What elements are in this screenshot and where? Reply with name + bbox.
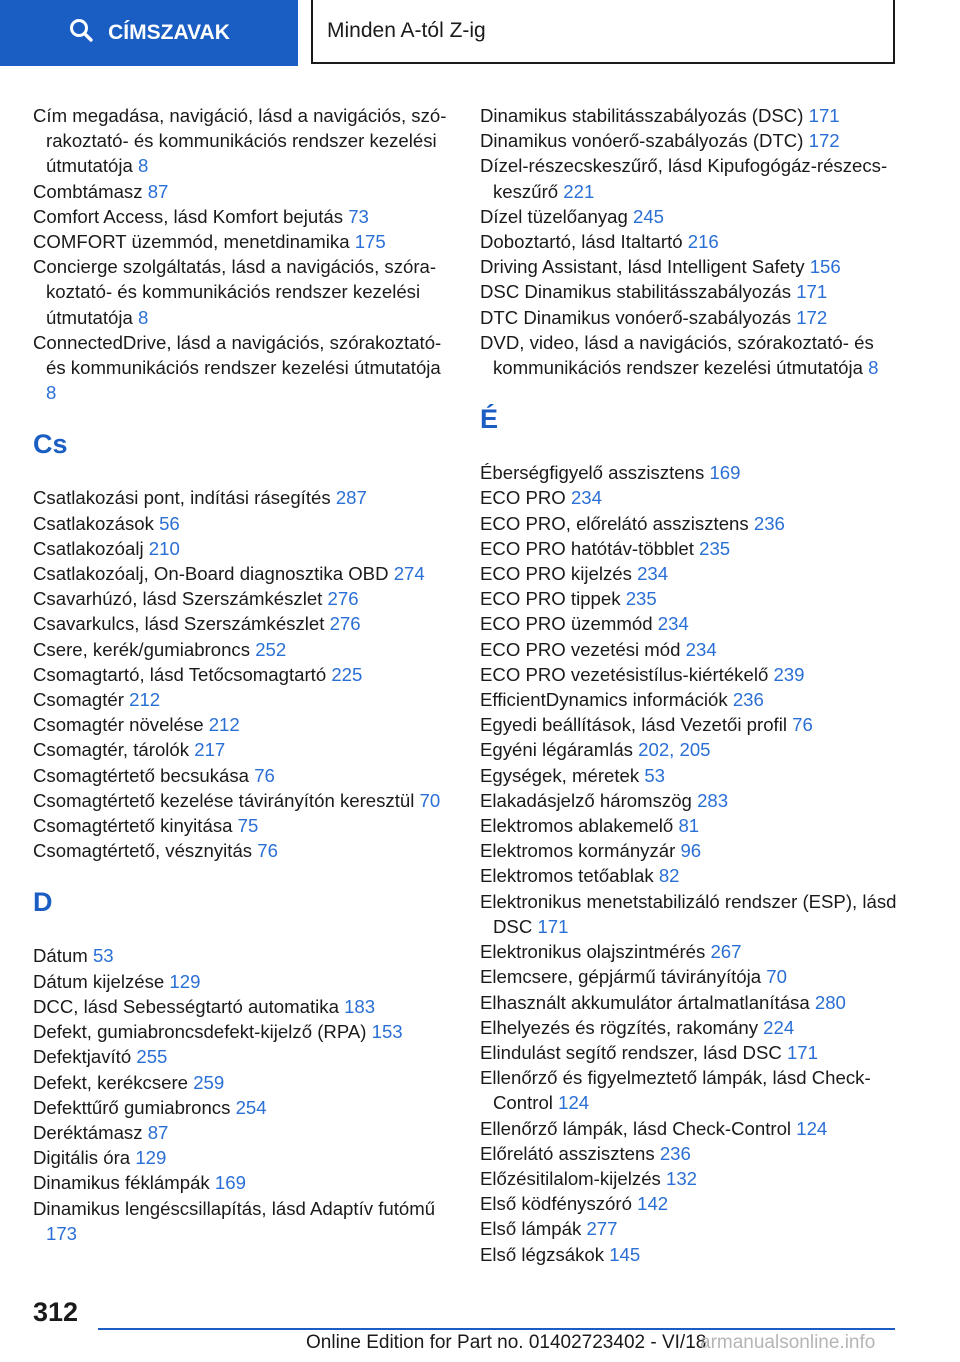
page-reference-link[interactable]: 234 <box>657 613 689 635</box>
index-entry-text: Doboztartó, lásd Italtartó <box>480 231 683 253</box>
page-reference-link[interactable]: 236 <box>753 512 785 534</box>
index-entry <box>480 662 920 687</box>
index-entry <box>33 637 453 662</box>
index-entry-text: Elindulást segítő rendszer, lásd DSC <box>480 1041 782 1063</box>
page-reference-link[interactable]: 236 <box>732 689 764 711</box>
index-entry-text: DSC Dinamikus stabilitásszabályozás <box>480 281 792 303</box>
section-letter-heading: Cs <box>33 429 68 460</box>
index-entry <box>33 1095 453 1120</box>
index-entry-text: Csomagtartó, lásd Tetőcsomagtartó <box>33 663 327 685</box>
page-reference-link[interactable]: 171 <box>796 281 828 303</box>
index-entry-text: Csatlakozási pont, indítási rásegítés <box>33 487 331 509</box>
index-entry <box>33 179 453 204</box>
index-entry <box>480 964 920 989</box>
index-entry-text: ECO PRO vezetési mód <box>480 638 681 660</box>
index-entry-text: Egységek, méretek <box>480 764 640 786</box>
page-reference-link[interactable]: 73 <box>348 205 369 227</box>
page-reference-link[interactable]: 142 <box>637 1193 669 1215</box>
page-reference-link[interactable]: 276 <box>329 613 361 635</box>
keywords-tab[interactable] <box>0 0 298 66</box>
index-entry-text: Elhelyezés és rögzítés, rakomány <box>480 1016 758 1038</box>
index-entry-text: Csomagtértető, vésznyitás <box>33 840 253 862</box>
index-entry <box>480 305 920 330</box>
page-reference-link[interactable]: 169 <box>709 462 741 484</box>
index-entry <box>480 511 920 536</box>
page-reference-link[interactable]: 76 <box>254 764 275 786</box>
index-entry <box>480 637 920 662</box>
page-reference-link[interactable]: 212 <box>208 714 240 736</box>
page-reference-link[interactable]: 171 <box>786 1041 818 1063</box>
page-reference-link[interactable]: 274 <box>393 563 425 585</box>
index-entry <box>480 536 920 561</box>
page-reference-link[interactable]: 124 <box>558 1092 590 1114</box>
index-entry <box>33 204 453 229</box>
index-entry-text: Egyedi beállítások, lásd Vezetői profil <box>480 714 787 736</box>
index-entry <box>480 1216 920 1241</box>
index-entry <box>480 1242 920 1267</box>
index-entry-text: Dinamikus lengéscsillapítás, lásd Adaptív futómű <box>33 1197 436 1219</box>
index-entry-text: DVD, video, lásd a navigációs, szórakoztató- és kommunikációs rendszer kezelési útmutatója <box>480 331 874 379</box>
index-entry <box>480 485 920 510</box>
index-entry <box>480 763 920 788</box>
index-entry <box>480 204 920 229</box>
index-entry <box>480 611 920 636</box>
index-entry <box>480 889 920 939</box>
index-entry <box>480 1141 920 1166</box>
page-reference-link[interactable]: 75 <box>237 815 259 837</box>
page-reference-link[interactable]: 53 <box>644 764 666 786</box>
page-reference-link[interactable]: 87 <box>147 180 169 202</box>
keywords-tab-label: CÍMSZAVAK <box>108 21 230 44</box>
page-reference-link[interactable]: 172 <box>796 306 828 328</box>
page-reference-link[interactable]: 254 <box>235 1096 267 1118</box>
index-entry-text: Első lámpák <box>480 1218 582 1240</box>
index-entry-text: Defekt, kerékcsere <box>33 1071 189 1093</box>
index-entry-text: Dízel-részecskeszűrő, lásd Kipufogógáz-részecskeszűrő <box>480 155 888 202</box>
index-entry-text: Dízel tüzelőanyag <box>480 205 628 227</box>
index-entry <box>480 586 920 611</box>
section-letter-heading: É <box>480 404 499 435</box>
index-entry <box>33 1019 453 1044</box>
index-entry <box>33 737 453 762</box>
index-entry-text: Csatlakozások <box>33 512 154 534</box>
index-entry-text: Elemcsere, gépjármű távirányítója <box>480 966 762 988</box>
page-reference-link[interactable]: 235 <box>699 537 731 559</box>
index-entry-text: ECO PRO kijelzés <box>480 563 632 585</box>
index-entry-text: DTC Dinamikus vonóerő-szabályozás <box>480 306 792 328</box>
index-entry <box>480 153 920 203</box>
index-entry-text: Csomagtér <box>33 689 124 711</box>
index-entry-text: Dinamikus stabilitásszabályozás (DSC) <box>480 105 804 126</box>
index-entry <box>33 712 453 737</box>
page-reference-link[interactable]: 171 <box>808 105 840 126</box>
footer-edition: Online Edition for Part no. 01402723402 - VI/18 <box>306 1332 707 1353</box>
page-reference-link[interactable]: 234 <box>637 563 669 585</box>
index-entry <box>480 712 920 737</box>
index-entry-text: Csomagtér, tárolók <box>33 739 190 761</box>
page-reference-link[interactable]: 129 <box>169 970 201 992</box>
index-entry-text: Előrelátó asszisztens <box>480 1142 655 1164</box>
page-reference-link[interactable]: 76 <box>257 840 278 862</box>
index-entry <box>480 1116 920 1141</box>
page-reference-link[interactable]: 173 <box>46 1222 78 1244</box>
page-reference-link[interactable]: 132 <box>666 1167 698 1189</box>
index-entry <box>33 103 453 179</box>
page-reference-link[interactable]: 53 <box>92 945 114 967</box>
page-reference-link[interactable]: 76 <box>792 714 813 736</box>
index-entry <box>33 943 453 968</box>
index-entry <box>33 1044 453 1069</box>
index-entry-text: ECO PRO vezetésistílus-kiértékelő <box>480 663 769 685</box>
index-entry-text: Elektronikus olajszintmérés <box>480 941 706 963</box>
index-entry-text: Cím megadása, navigáció, lásd a navigációs, szórakoztató- és kommunikációs rendszer kezelési útmutatója <box>33 105 447 177</box>
index-entry <box>33 1170 453 1195</box>
index-entry <box>480 330 920 380</box>
index-entry <box>33 586 453 611</box>
page-reference-link[interactable]: 221 <box>563 180 595 202</box>
page-reference-link[interactable]: 234 <box>570 487 602 509</box>
index-entry-text: Csavarhúzó, lásd Szerszámkészlet <box>33 588 323 610</box>
page-reference-link[interactable]: 224 <box>763 1016 795 1038</box>
page-reference-link[interactable]: 252 <box>255 638 287 660</box>
index-entry <box>33 254 453 330</box>
index-entry <box>480 687 920 712</box>
index-entry <box>480 1065 920 1115</box>
page-reference-link[interactable]: 267 <box>710 941 742 963</box>
index-entry <box>33 763 453 788</box>
index-column-left <box>33 103 453 1246</box>
index-entry-text: Combtámasz <box>33 180 143 202</box>
page-reference-link[interactable]: 235 <box>625 588 657 610</box>
index-entry-text: Csere, kerék/gumiabroncs <box>33 638 251 660</box>
index-entry <box>33 229 453 254</box>
index-entry-text: Concierge szolgáltatás, lásd a navigációs, szórakoztató- és kommunikációs rendszer kezelési útmutatója <box>33 256 437 328</box>
page-reference-link[interactable]: 287 <box>335 487 367 509</box>
index-entry <box>33 813 453 838</box>
index-entry-text: Elakadásjelző háromszög <box>480 789 692 811</box>
index-entry-text: Csomagtértető kezelése távirányítón keresztül <box>33 789 415 811</box>
index-entry <box>480 561 920 586</box>
index-entry-text: Elektromos ablakemelő <box>480 815 674 837</box>
page-reference-link[interactable]: 217 <box>194 739 226 761</box>
page-reference-link[interactable]: 276 <box>327 588 359 610</box>
index-entry-text: Dinamikus féklámpák <box>33 1172 210 1194</box>
a-z-tab[interactable] <box>311 0 895 64</box>
page-reference-link[interactable]: 210 <box>148 537 180 559</box>
page-reference-link[interactable]: 259 <box>193 1071 225 1093</box>
index-entry-text: Elektromos tetőablak <box>480 865 654 887</box>
index-entry-text: Éberségfigyelő asszisztens <box>480 462 705 484</box>
page-reference-link[interactable]: 156 <box>809 256 841 278</box>
index-entry <box>480 460 920 485</box>
page-reference-link[interactable]: 216 <box>687 231 719 253</box>
index-entry-text: Defekt, gumiabroncsdefekt-kijelző (RPA) <box>33 1021 367 1043</box>
page-reference-link[interactable]: 87 <box>147 1121 169 1143</box>
index-entry <box>33 1120 453 1145</box>
page-reference-link[interactable]: 129 <box>135 1147 167 1169</box>
page-reference-link[interactable]: 283 <box>697 789 729 811</box>
index-entry <box>33 788 453 813</box>
index-entry-text: Előzésitilalom-kijelzés <box>480 1167 661 1189</box>
page-reference-link[interactable]: 124 <box>796 1117 828 1139</box>
index-entry-text: Deréktámasz <box>33 1121 143 1143</box>
index-entry <box>33 838 453 863</box>
header <box>0 0 960 66</box>
page-reference-link[interactable]: 255 <box>136 1046 168 1068</box>
index-entry-text: Defekttűrő gumiabroncs <box>33 1096 231 1118</box>
index-entry <box>480 279 920 304</box>
index-entry-text: Elektromos kormányzár <box>480 840 676 862</box>
page-reference-link[interactable]: 8 <box>138 306 149 328</box>
page-reference-link[interactable]: 245 <box>632 205 665 227</box>
index-entry <box>480 737 920 762</box>
index-entry-text: ConnectedDrive, lásd a navigációs, szórakoztató- és kommunikációs rendszer kezelési útmutatója <box>33 331 442 379</box>
index-entry <box>480 1166 920 1191</box>
page-reference-link[interactable]: 81 <box>678 815 700 837</box>
index-entry-text: Dátum <box>33 945 88 967</box>
page-reference-link[interactable]: 70 <box>766 966 787 988</box>
index-entry <box>33 1196 453 1246</box>
page-reference-link[interactable]: 8 <box>138 155 149 177</box>
index-entry-text: ECO PRO hatótáv-többlet <box>480 537 694 559</box>
index-entry-text: Dátum kijelzése <box>33 970 165 992</box>
page-reference-link[interactable]: 171 <box>537 915 569 937</box>
index-entry <box>33 536 453 561</box>
index-entry-text: ECO PRO üzemmód <box>480 613 653 635</box>
page-number: 312 <box>33 1297 79 1327</box>
index-entry-text: Csatlakozóalj <box>33 537 144 559</box>
index-entry <box>33 969 453 994</box>
index-entry-text: Csomagtértető becsukása <box>33 764 250 786</box>
page-reference-link[interactable]: 212 <box>129 689 161 711</box>
page-reference-link[interactable]: 277 <box>586 1218 618 1240</box>
index-entry-text: Ellenőrző és figyelmeztető lámpák, lásd Check-Control <box>480 1067 871 1114</box>
footer-divider <box>98 1328 895 1330</box>
index-column-right <box>480 103 920 1267</box>
index-entry <box>480 813 920 838</box>
index-entry <box>480 1191 920 1216</box>
page-reference-link[interactable]: 96 <box>680 840 702 862</box>
index-entry <box>33 330 453 406</box>
index-entry <box>480 788 920 813</box>
index-entry <box>33 485 453 510</box>
page-reference-link[interactable]: 239 <box>773 663 805 685</box>
page-reference-link[interactable]: 169 <box>214 1172 246 1194</box>
page-reference-link[interactable]: 8 <box>868 357 879 379</box>
index-entry-text: Defektjavító <box>33 1046 132 1068</box>
index-entry-text: Elektronikus menetstabilizáló rendszer (ESP), lásd DSC <box>480 890 897 937</box>
index-entry <box>480 838 920 863</box>
page-reference-link[interactable]: 175 <box>354 231 386 253</box>
page-reference-link[interactable]: 70 <box>419 789 441 811</box>
index-entry-text: ECO PRO tippek <box>480 588 621 610</box>
index-entry <box>33 687 453 712</box>
page-reference-link[interactable]: 236 <box>659 1142 691 1164</box>
index-entry <box>33 1145 453 1170</box>
index-entry <box>33 994 453 1019</box>
page-reference-link[interactable]: 183 <box>344 995 376 1017</box>
page-reference-link[interactable]: 234 <box>685 638 717 660</box>
index-entry-text: Elhasznált akkumulátor ártalmatlanítása <box>480 991 810 1013</box>
index-entry-text: DCC, lásd Sebességtartó automatika <box>33 995 339 1017</box>
page-reference-link[interactable]: 280 <box>814 991 846 1013</box>
page-reference-link[interactable]: 8 <box>46 382 57 404</box>
index-entry-text: Első légzsákok <box>480 1243 605 1265</box>
index-entry <box>33 561 453 586</box>
index-entry <box>480 254 920 279</box>
index-entry-text: Dinamikus vonóerő-szabályozás (DTC) <box>480 130 804 152</box>
search-icon <box>68 17 94 49</box>
index-entry-text: ECO PRO <box>480 487 566 509</box>
index-entry <box>480 1015 920 1040</box>
index-entry-text: Ellenőrző lámpák, lásd Check-Control <box>480 1117 792 1139</box>
section-letter-heading: D <box>33 887 53 918</box>
index-entry-text: COMFORT üzemmód, menetdinamika <box>33 231 350 253</box>
index-entry-text: Csavarkulcs, lásd Szerszámkészlet <box>33 613 325 635</box>
page-reference-link[interactable]: 172 <box>808 130 840 152</box>
index-entry <box>480 939 920 964</box>
page-reference-link[interactable]: 82 <box>658 865 680 887</box>
index-entry <box>480 128 920 153</box>
index-entry <box>480 229 920 254</box>
footer-watermark: armanualsonline.info <box>700 1332 876 1353</box>
index-entry <box>33 662 453 687</box>
index-entry <box>33 511 453 536</box>
page-reference-link[interactable]: 56 <box>159 512 180 534</box>
index-entry <box>33 611 453 636</box>
index-entry <box>480 103 920 128</box>
index-entry-text: Csomagtér növelése <box>33 714 204 736</box>
index-entry-text: Comfort Access, lásd Komfort bejutás <box>33 205 344 227</box>
index-entry <box>33 1070 453 1095</box>
page-reference-link[interactable]: 145 <box>609 1243 641 1265</box>
index-entry-text: Csatlakozóalj, On-Board diagnosztika OBD <box>33 563 389 585</box>
index-entry-text: EfficientDynamics információk <box>480 689 728 711</box>
page-reference-link[interactable]: 202, 205 <box>638 739 711 761</box>
page-reference-link[interactable]: 225 <box>331 663 363 685</box>
index-entry-text: Digitális óra <box>33 1147 131 1169</box>
index-entry-text: ECO PRO, előrelátó asszisztens <box>480 512 749 534</box>
page-reference-link[interactable]: 153 <box>371 1021 403 1043</box>
a-z-tab-label: Minden A-tól Z-ig <box>327 19 486 42</box>
index-entry <box>480 863 920 888</box>
index-entry-text: Csomagtértető kinyitása <box>33 815 233 837</box>
index-entry <box>480 1040 920 1065</box>
index-entry-text: Driving Assistant, lásd Intelligent Safety <box>480 256 805 278</box>
index-entry-text: Első ködfényszóró <box>480 1193 632 1215</box>
index-entry <box>480 990 920 1015</box>
index-entry-text: Egyéni légáramlás <box>480 739 633 761</box>
